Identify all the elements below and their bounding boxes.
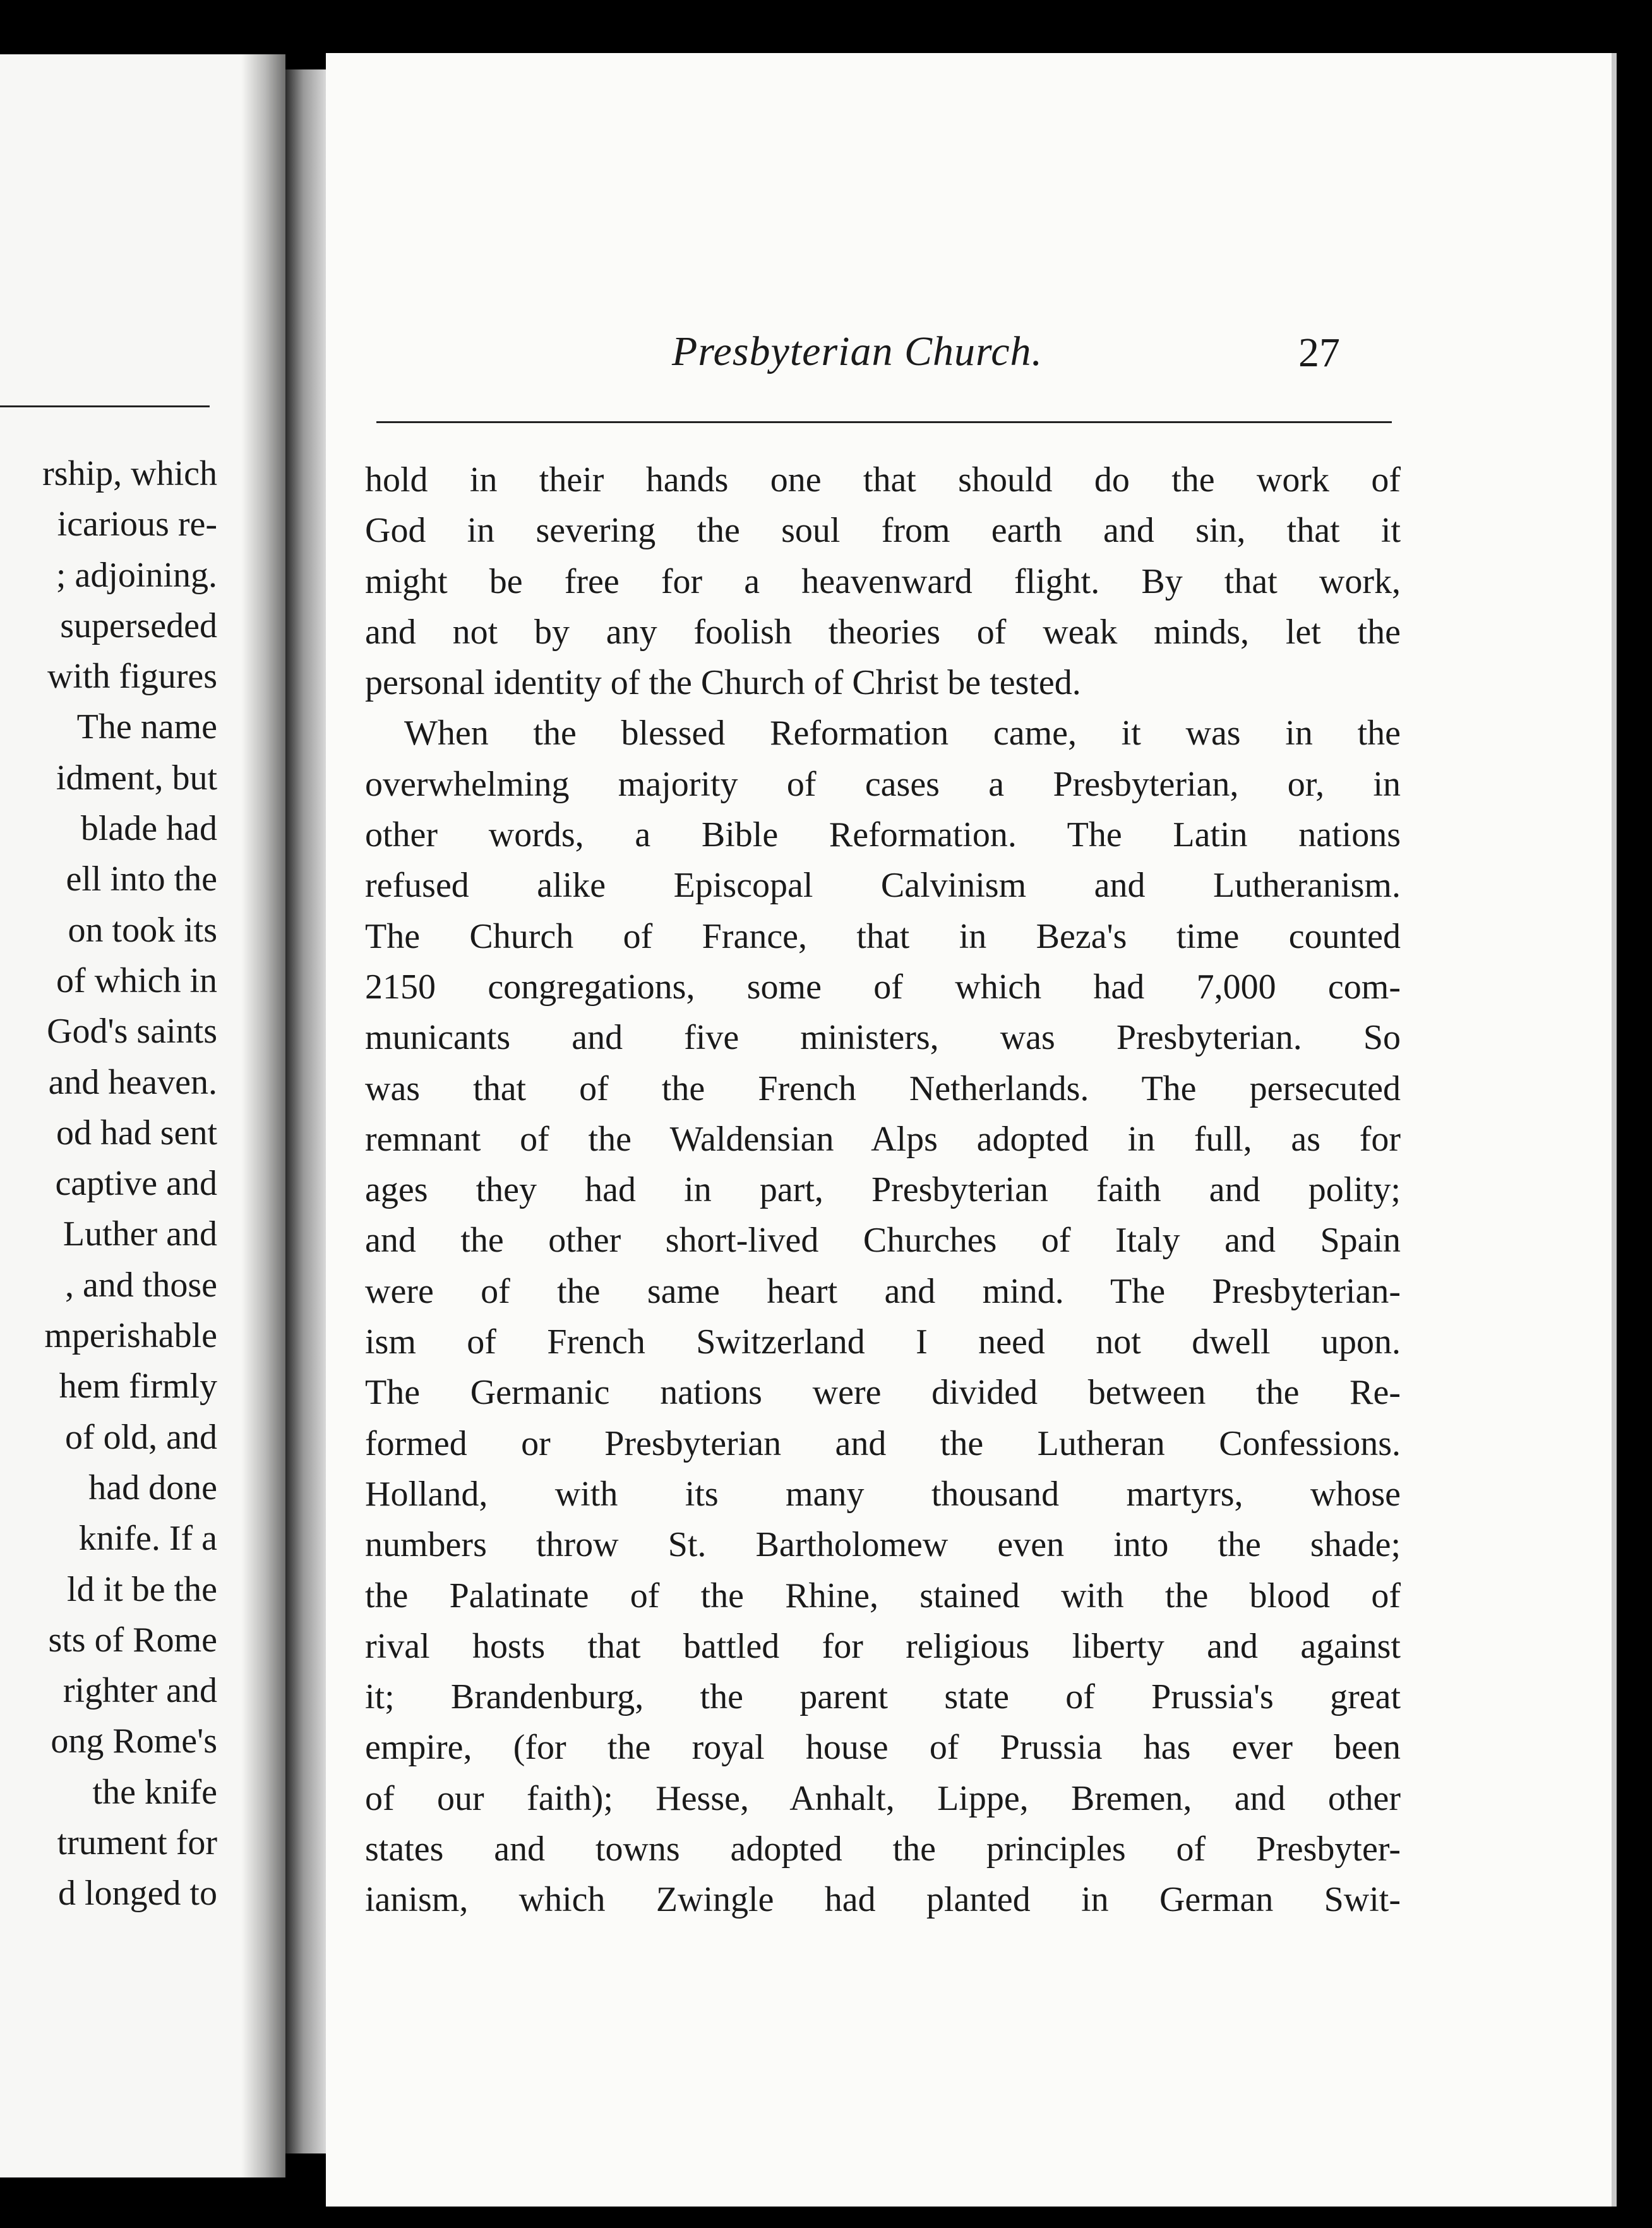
left-text-line: trument for: [57, 1823, 217, 1863]
body-text: [365, 455, 1401, 1926]
left-text-line: Luther and: [63, 1214, 217, 1254]
left-text-line: idment, but: [56, 758, 217, 798]
left-text-line: ; adjoining.: [56, 555, 217, 595]
body-text-line: empire, (for the royal house of Prussia has ever been: [365, 1728, 1401, 1768]
body-text-line: were of the same heart and mind. The Presbyterian-: [365, 1271, 1401, 1311]
body-text-line: might be free for a heavenward flight. By that work,: [365, 561, 1401, 601]
body-text-line: overwhelming majority of cases a Presbyterian, or, in: [365, 764, 1401, 804]
left-gutter-shadow: [241, 54, 285, 2177]
body-text-line: rival hosts that battled for religious liberty and against: [365, 1626, 1401, 1666]
body-text-line: remnant of the Waldensian Alps adopted in full, as for: [365, 1119, 1401, 1159]
left-text-line: The name: [76, 707, 217, 747]
left-text-line: ell into the: [66, 859, 217, 899]
running-title: Presbyterian Church.: [672, 328, 1043, 374]
body-text-line: formed or Presbyterian and the Lutheran Confessions.: [365, 1423, 1401, 1463]
left-text-line: rship, which: [42, 454, 217, 493]
body-text-line: was that of the French Netherlands. The persecuted: [365, 1069, 1401, 1108]
left-page: [0, 54, 285, 2177]
left-text-line: icarious re-: [57, 505, 217, 544]
left-text-line: ong Rome's: [51, 1722, 217, 1761]
left-text-line: had done: [88, 1468, 217, 1507]
body-text-line: refused alike Episcopal Calvinism and Lutheranism.: [365, 866, 1401, 906]
left-text-line: with figures: [47, 657, 217, 697]
left-text-line: of old, and: [64, 1417, 217, 1457]
left-text-line: mperishable: [44, 1316, 217, 1356]
left-text-line: , and those: [64, 1265, 217, 1305]
left-text-line: sts of Rome: [48, 1620, 217, 1660]
left-text-line: righter and: [63, 1671, 217, 1711]
left-text-line: od had sent: [56, 1113, 217, 1153]
left-text-line: of which in: [56, 961, 217, 1000]
body-text-line: and the other short-lived Churches of Italy and Spain: [365, 1221, 1401, 1261]
body-text-line: The Church of France, that in Beza's time counted: [365, 916, 1401, 956]
body-text-line: ages they had in part, Presbyterian faith and polity;: [365, 1170, 1401, 1210]
header-rule: [376, 421, 1392, 423]
body-text-line: the Palatinate of the Rhine, stained with the blood of: [365, 1576, 1401, 1615]
body-text-line: and not by any foolish theories of weak minds, let the: [365, 612, 1401, 652]
body-text-line: states and towns adopted the principles of Presbyter-: [365, 1830, 1401, 1869]
left-text-line: knife. If a: [78, 1519, 217, 1559]
book-spine: [285, 69, 326, 2153]
left-text-line: d longed to: [58, 1874, 217, 1914]
body-text-line: The Germanic nations were divided between the Re-: [365, 1373, 1401, 1413]
left-text-line: the knife: [92, 1772, 217, 1812]
page-number: 27: [1298, 330, 1340, 376]
left-text-line: God's saints: [47, 1012, 217, 1051]
body-text-line: ism of French Switzerland I need not dwell upon.: [365, 1322, 1401, 1362]
body-text-line: municants and five ministers, was Presbyterian. So: [365, 1018, 1401, 1058]
body-text-line: it; Brandenburg, the parent state of Prussia's great: [365, 1677, 1401, 1717]
left-text-line: ld it be the: [67, 1569, 217, 1609]
left-text-line: captive and: [55, 1164, 217, 1204]
body-text-line: other words, a Bible Reformation. The Latin nations: [365, 815, 1401, 855]
running-head: [326, 323, 1614, 380]
left-text-line: on took its: [68, 910, 217, 950]
left-page-text: [0, 448, 217, 1919]
page-edge: [1612, 53, 1617, 2207]
left-text-line: hem firmly: [59, 1367, 217, 1406]
right-page: [326, 53, 1614, 2207]
left-page-rule: [0, 405, 210, 407]
body-text-line: Holland, with its many thousand martyrs, whose: [365, 1474, 1401, 1514]
body-text-line: numbers throw St. Bartholomew even into the shade;: [365, 1525, 1401, 1565]
body-text-line: personal identity of the Church of Christ be tested.: [365, 663, 1081, 703]
body-text-line: 2150 congregations, some of which had 7,000 com-: [365, 967, 1401, 1007]
body-text-line: God in severing the soul from earth and sin, that it: [365, 511, 1401, 551]
body-text-line: of our faith); Hesse, Anhalt, Lippe, Bremen, and other: [365, 1778, 1401, 1818]
body-text-line: hold in their hands one that should do the work of: [365, 460, 1401, 500]
left-text-line: blade had: [80, 809, 217, 849]
body-text-line: ianism, which Zwingle had planted in German Swit-: [365, 1880, 1401, 1920]
left-text-line: and heaven.: [48, 1062, 217, 1102]
body-text-line: When the blessed Reformation came, it was in the: [404, 714, 1401, 753]
left-text-line: superseded: [60, 606, 217, 645]
